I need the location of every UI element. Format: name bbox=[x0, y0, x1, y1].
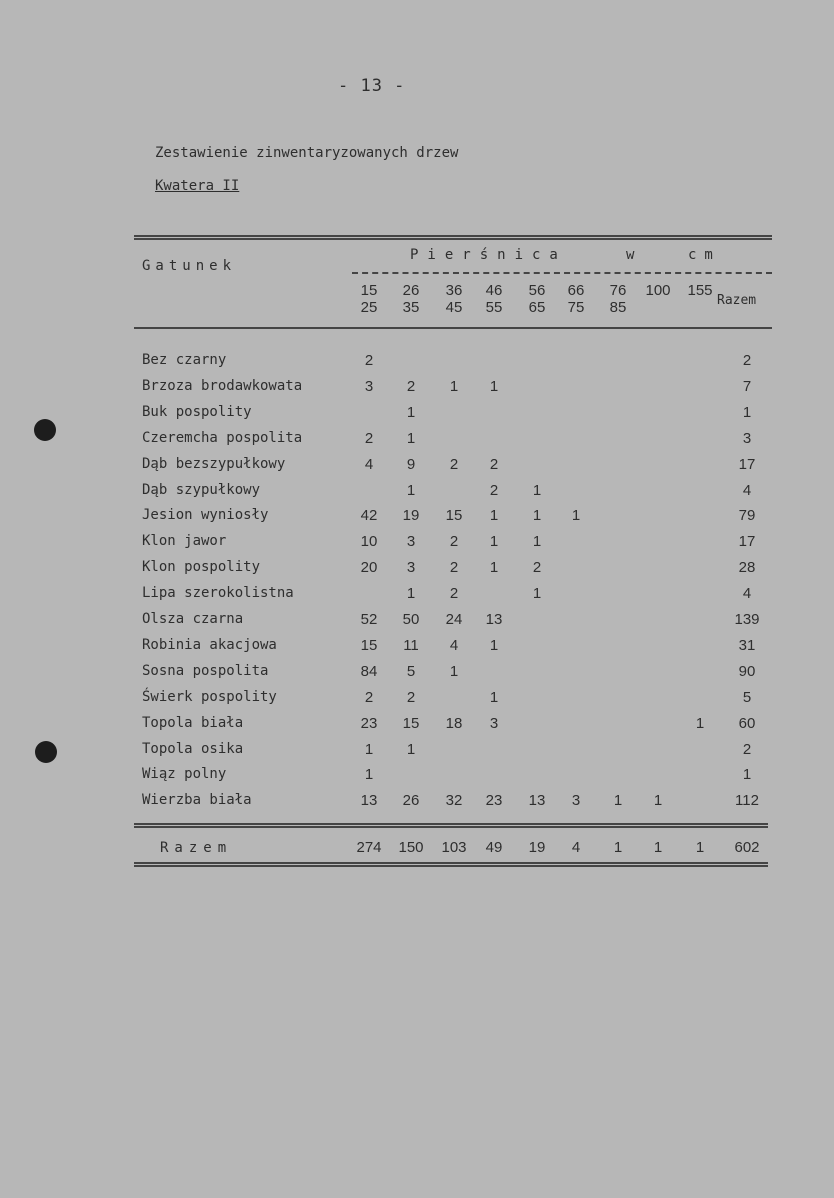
count-cell: 2 bbox=[449, 455, 459, 473]
range-from: 56 bbox=[528, 282, 546, 299]
summary-count-cell: 1 bbox=[653, 839, 663, 856]
species-name: Bez czarny bbox=[142, 352, 227, 368]
count-cell: 1 bbox=[406, 403, 416, 421]
species-name: Dąb bezszypułkowy bbox=[142, 455, 286, 472]
row-total: 31 bbox=[738, 636, 756, 654]
count-cell: 15 bbox=[445, 507, 463, 525]
range-to: 75 bbox=[567, 299, 585, 316]
table-row bbox=[0, 715, 834, 741]
count-cell: 3 bbox=[406, 559, 416, 577]
row-total: 1 bbox=[742, 766, 752, 784]
species-name: Wiąz polny bbox=[142, 766, 227, 783]
count-cell: 13 bbox=[485, 611, 503, 628]
summary-count-cell: 1 bbox=[613, 839, 623, 856]
count-cell: 11 bbox=[403, 636, 419, 654]
row-total: 139 bbox=[734, 611, 760, 628]
table-row bbox=[0, 507, 834, 533]
diameter-range-3 bbox=[432, 282, 476, 316]
row-total: 17 bbox=[738, 533, 756, 551]
species-name: Wierzba biała bbox=[142, 792, 252, 809]
count-cell: 1 bbox=[406, 481, 416, 499]
header-total: Razem bbox=[717, 293, 757, 308]
range-from: 76 bbox=[609, 282, 627, 299]
row-total: 17 bbox=[738, 455, 756, 473]
range-from: 100 bbox=[645, 282, 671, 299]
count-cell: 2 bbox=[364, 352, 374, 369]
count-cell: 1 bbox=[489, 533, 499, 551]
summary-count-cell: 1 bbox=[695, 839, 705, 856]
count-cell: 1 bbox=[489, 507, 499, 525]
count-cell: 23 bbox=[360, 714, 378, 732]
species-name: Robinia akacjowa bbox=[142, 636, 277, 653]
summary-count-cell: 4 bbox=[571, 839, 581, 856]
count-cell: 3 bbox=[364, 377, 374, 395]
range-to: 45 bbox=[445, 299, 463, 316]
range-to: 85 bbox=[609, 299, 627, 316]
count-cell: 23 bbox=[485, 792, 503, 810]
count-cell: 2 bbox=[532, 559, 542, 577]
count-cell: 1 bbox=[364, 766, 374, 784]
header-unit-w: w bbox=[626, 247, 635, 263]
row-total: 5 bbox=[742, 688, 752, 706]
diameter-range-4 bbox=[472, 282, 516, 316]
summary-top-rule bbox=[134, 823, 768, 828]
range-from: 26 bbox=[402, 282, 420, 299]
count-cell: 19 bbox=[402, 507, 420, 525]
diameter-range-1 bbox=[347, 282, 391, 316]
page-number: - 13 - bbox=[338, 76, 406, 96]
species-name: Dąb szypułkowy bbox=[142, 481, 261, 498]
count-cell: 1 bbox=[489, 688, 499, 706]
count-cell: 18 bbox=[445, 714, 463, 732]
header-dashed-rule bbox=[352, 272, 772, 274]
count-cell: 2 bbox=[489, 455, 499, 473]
row-total: 2 bbox=[742, 352, 752, 369]
range-from: 36 bbox=[445, 282, 463, 299]
table-row bbox=[0, 766, 834, 792]
range-to: 35 bbox=[402, 299, 420, 316]
count-cell: 15 bbox=[360, 636, 378, 654]
diameter-range-9 bbox=[678, 282, 722, 299]
grand-total: 602 bbox=[734, 839, 760, 856]
row-total: 28 bbox=[738, 559, 756, 577]
table-row bbox=[0, 559, 834, 585]
count-cell: 1 bbox=[695, 714, 705, 732]
table-row bbox=[0, 637, 834, 663]
range-to: 25 bbox=[360, 299, 378, 316]
table-row bbox=[0, 741, 834, 767]
count-cell: 10 bbox=[360, 533, 378, 551]
range-from: 15 bbox=[360, 282, 378, 299]
table-row bbox=[0, 663, 834, 689]
species-name: Topola osika bbox=[142, 740, 244, 757]
count-cell: 5 bbox=[406, 662, 416, 680]
row-total: 3 bbox=[742, 429, 752, 447]
count-cell: 3 bbox=[489, 714, 499, 732]
count-cell: 1 bbox=[406, 429, 416, 447]
count-cell: 1 bbox=[489, 559, 499, 577]
count-cell: 1 bbox=[449, 662, 459, 680]
header-species: Gatunek bbox=[142, 258, 237, 274]
count-cell: 1 bbox=[532, 481, 542, 499]
count-cell: 26 bbox=[402, 792, 420, 810]
count-cell: 2 bbox=[449, 585, 459, 603]
summary-count-cell: 103 bbox=[441, 839, 467, 856]
count-cell: 20 bbox=[360, 559, 378, 577]
header-bottom-rule bbox=[134, 327, 772, 329]
species-name: Buk pospolity bbox=[142, 403, 252, 420]
table-row bbox=[0, 611, 834, 637]
row-total: 4 bbox=[742, 481, 752, 499]
table-row bbox=[0, 482, 834, 508]
header-unit-cm: cm bbox=[688, 247, 721, 263]
count-cell: 1 bbox=[489, 377, 499, 395]
count-cell: 2 bbox=[364, 688, 374, 706]
species-name: Jesion wyniosły bbox=[142, 507, 269, 524]
count-cell: 1 bbox=[532, 533, 542, 551]
count-cell: 3 bbox=[406, 533, 416, 551]
count-cell: 1 bbox=[406, 585, 416, 603]
row-total: 1 bbox=[742, 403, 752, 421]
species-name: Topola biała bbox=[142, 714, 244, 731]
row-total: 90 bbox=[738, 662, 756, 680]
diameter-range-5 bbox=[515, 282, 559, 316]
summary-count-cell: 49 bbox=[485, 839, 503, 856]
table-row bbox=[0, 404, 834, 430]
count-cell: 2 bbox=[406, 688, 416, 706]
species-name: Brzoza brodawkowata bbox=[142, 377, 303, 394]
table-row bbox=[0, 430, 834, 456]
count-cell: 1 bbox=[571, 507, 581, 525]
count-cell: 1 bbox=[449, 377, 459, 395]
summary-count-cell: 150 bbox=[398, 839, 424, 856]
count-cell: 13 bbox=[528, 792, 546, 810]
table-row bbox=[0, 792, 834, 818]
count-cell: 1 bbox=[653, 792, 663, 810]
species-name: Klon jawor bbox=[142, 533, 227, 550]
count-cell: 3 bbox=[571, 792, 581, 810]
count-cell: 1 bbox=[613, 792, 623, 810]
header-diameter: Pierśnica bbox=[410, 247, 567, 263]
count-cell: 50 bbox=[402, 611, 420, 628]
count-cell: 24 bbox=[445, 611, 463, 628]
count-cell: 4 bbox=[364, 455, 374, 473]
range-to: 55 bbox=[485, 299, 503, 316]
row-total: 112 bbox=[735, 792, 759, 810]
count-cell: 4 bbox=[449, 636, 459, 654]
count-cell: 42 bbox=[360, 507, 378, 525]
table-row bbox=[0, 533, 834, 559]
count-cell: 1 bbox=[532, 585, 542, 603]
summary-count-cell: 274 bbox=[356, 839, 382, 856]
diameter-range-8 bbox=[636, 282, 680, 299]
count-cell: 2 bbox=[449, 533, 459, 551]
species-name: Czeremcha pospolita bbox=[142, 429, 303, 446]
count-cell: 2 bbox=[449, 559, 459, 577]
count-cell: 1 bbox=[406, 740, 416, 758]
range-from: 155 bbox=[687, 282, 713, 299]
section-title: Kwatera II bbox=[155, 178, 240, 194]
species-name: Świerk pospolity bbox=[142, 688, 277, 705]
diameter-range-7 bbox=[596, 282, 640, 316]
table-row bbox=[0, 456, 834, 482]
species-name: Olsza czarna bbox=[142, 611, 244, 627]
summary-count-cell: 19 bbox=[528, 839, 546, 856]
diameter-range-6 bbox=[554, 282, 598, 316]
range-from: 46 bbox=[485, 282, 503, 299]
species-name: Klon pospolity bbox=[142, 559, 261, 576]
range-from: 66 bbox=[567, 282, 585, 299]
row-total: 4 bbox=[742, 585, 752, 603]
table-row bbox=[0, 352, 834, 378]
row-total: 2 bbox=[742, 740, 752, 758]
table-row bbox=[0, 585, 834, 611]
count-cell: 1 bbox=[364, 740, 374, 758]
count-cell: 2 bbox=[406, 377, 416, 395]
table-row bbox=[0, 689, 834, 715]
count-cell: 2 bbox=[489, 481, 499, 499]
count-cell: 1 bbox=[532, 507, 542, 525]
count-cell: 32 bbox=[445, 792, 463, 810]
row-total: 7 bbox=[742, 377, 752, 395]
document-title: Zestawienie zinwentaryzowanych drzew bbox=[155, 145, 459, 161]
count-cell: 15 bbox=[402, 714, 420, 732]
species-name: Lipa szerokolistna bbox=[142, 585, 294, 602]
species-name: Sosna pospolita bbox=[142, 662, 269, 679]
count-cell: 1 bbox=[489, 636, 499, 654]
count-cell: 2 bbox=[364, 429, 374, 447]
row-total: 79 bbox=[738, 507, 756, 525]
range-to: 65 bbox=[528, 299, 546, 316]
count-cell: 52 bbox=[360, 611, 378, 628]
count-cell: 9 bbox=[406, 455, 416, 473]
diameter-range-2 bbox=[389, 282, 433, 316]
summary-label: Razem bbox=[160, 840, 233, 856]
row-total: 60 bbox=[738, 714, 756, 732]
table-top-rule bbox=[134, 235, 772, 240]
summary-row bbox=[0, 838, 834, 862]
table-row bbox=[0, 378, 834, 404]
summary-bottom-rule bbox=[134, 862, 768, 867]
count-cell: 84 bbox=[360, 662, 378, 680]
count-cell: 13 bbox=[360, 792, 378, 810]
